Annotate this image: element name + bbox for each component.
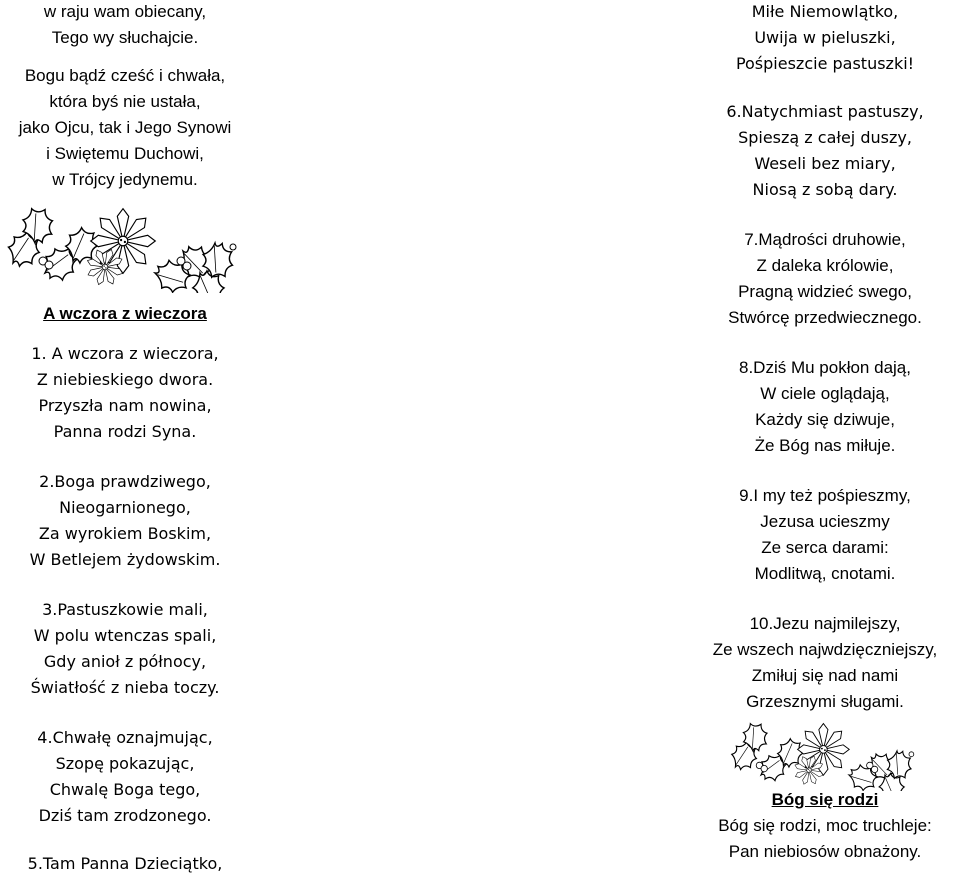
poem-line: która byś nie ustała,	[49, 92, 201, 111]
poinsettia-holly-garland-icon	[725, 719, 925, 791]
poem-line: Ze serca darami:	[761, 538, 889, 557]
poem-line: 4.Chwałę oznajmując,	[37, 728, 213, 747]
poem-line: 5.Tam Panna Dzieciątko,	[27, 854, 223, 873]
verse-7	[690, 227, 960, 331]
poem-line: 2.Boga prawdziwego,	[39, 472, 211, 491]
right-column	[690, 0, 960, 865]
verse-9	[690, 483, 960, 587]
poem-line: 8.Dziś Mu pokłon dają,	[739, 358, 911, 377]
poem-line: Z daleka królowie,	[756, 256, 894, 275]
poem-line: Bogu bądź cześć i chwała,	[24, 66, 226, 85]
poem-line: Jezusa ucieszmy	[760, 512, 890, 531]
poem-line: 10.Jezu najmilejszy,	[749, 614, 901, 633]
doxology-stanza	[0, 63, 250, 193]
poem-line: Nieogarnionego,	[59, 498, 191, 517]
poem-line: Szopę pokazując,	[55, 754, 195, 773]
verse-5	[0, 851, 250, 877]
poem-line: 7.Mądrości druhowie,	[744, 230, 906, 249]
poem-line: Modlitwą, cnotami.	[754, 564, 896, 583]
verse-8	[690, 355, 960, 459]
poem-line: Miłe Niemowlątko,	[751, 2, 899, 21]
left-column	[0, 0, 250, 877]
poem-line: Weseli bez miary,	[754, 154, 896, 173]
verse-6	[690, 99, 960, 203]
verse-1	[0, 341, 250, 445]
verse-4	[0, 725, 250, 829]
poem-line: 3.Pastuszkowie mali,	[42, 600, 208, 619]
song-title: Bóg się rodzi	[771, 790, 879, 809]
poem-line: Grzesznymi sługami.	[746, 692, 904, 711]
poem-line: Bóg się rodzi, moc truchleje:	[718, 816, 932, 835]
poem-line: 1. A wczora z wieczora,	[31, 344, 219, 363]
poem-line: Pośpieszcie pastuszki!	[735, 54, 915, 73]
poem-line: Światłość z nieba toczy.	[30, 678, 220, 697]
poem-line: W ciele oglądają,	[760, 384, 890, 403]
poem-line: Stwórcę przedwiecznego.	[728, 308, 922, 327]
poem-line: 9.I my też pośpieszmy,	[739, 486, 911, 505]
poem-line: Gdy anioł z północy,	[43, 652, 207, 671]
poem-line: jako Ojcu, tak i Jego Synowi	[18, 118, 232, 137]
poem-line: Tego wy słuchajcie.	[51, 28, 199, 47]
poem-line: Że Bóg nas miłuje.	[754, 436, 896, 455]
verse-3	[0, 597, 250, 701]
poem-line: 6.Natychmiast pastuszy,	[726, 102, 924, 121]
poem-line: Z niebieskiego dwora.	[36, 370, 214, 389]
verse-5-continued	[690, 0, 960, 77]
poem-line: Panna rodzi Syna.	[53, 422, 197, 441]
poem-line: W polu wtenczas spali,	[33, 626, 217, 645]
poem-line: Ze wszech najwdzięczniejszy,	[712, 640, 938, 659]
poem-line: w Trójcy jedynemu.	[52, 170, 198, 189]
poem-line: w raju wam obiecany,	[43, 2, 207, 21]
poinsettia-holly-garland-icon	[5, 203, 245, 293]
poem-line: Przyszła nam nowina,	[38, 396, 212, 415]
poem-line: Chwalę Boga tego,	[49, 780, 201, 799]
poem-line: Zmiłuj się nad nami	[751, 666, 899, 685]
poem-line: i Swiętemu Duchowi,	[46, 144, 204, 163]
poem-line: Każdy się dziwuje,	[755, 410, 895, 429]
intro-stanza	[0, 0, 250, 51]
poem-line: Spieszą z całej duszy,	[738, 128, 912, 147]
verse-10	[690, 611, 960, 715]
poem-line: Uwija w pieluszki,	[754, 28, 896, 47]
song-opening	[690, 813, 960, 865]
poem-line: Za wyrokiem Boskim,	[38, 524, 212, 543]
poem-line: Pragną widzieć swego,	[738, 282, 912, 301]
song-title: A wczora z wieczora	[43, 304, 207, 323]
verse-2	[0, 469, 250, 573]
poem-line: Dziś tam zrodzonego.	[38, 806, 212, 825]
poem-line: Niosą z sobą dary.	[752, 180, 898, 199]
poem-line: W Betlejem żydowskim.	[29, 550, 221, 569]
poem-line: Pan niebiosów obnażony.	[728, 842, 922, 861]
